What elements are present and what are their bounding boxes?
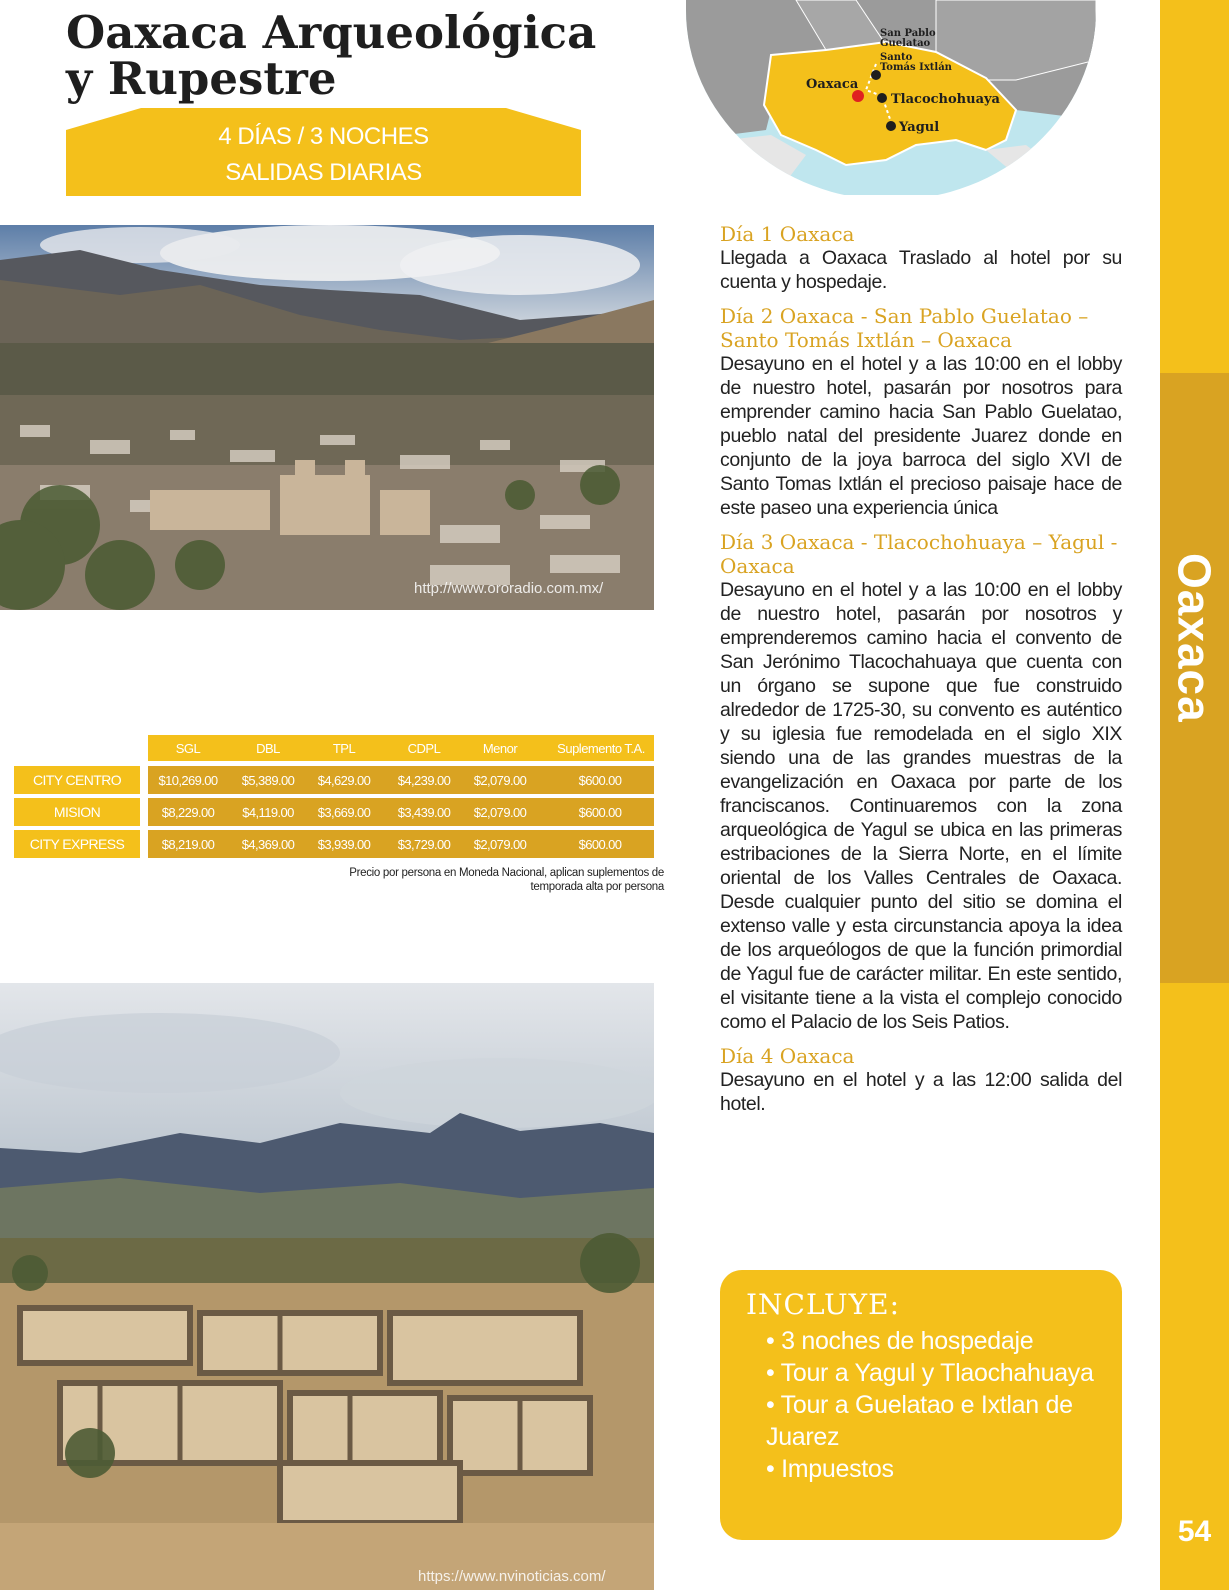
includes-title: INCLUYE: xyxy=(746,1288,901,1321)
day-3-title: Día 3 Oaxaca - Tlacochohuaya – Yagul - Oaxaca xyxy=(720,530,1118,578)
row-label-city-centro: CITY CENTRO xyxy=(14,766,140,794)
price-cell: $2,079.00 xyxy=(473,805,527,820)
day-4 xyxy=(720,1044,1122,1116)
photo-credit-bottom: https://www.nvinoticias.com/ xyxy=(418,1568,606,1585)
price-table-header xyxy=(148,735,654,761)
title-line-1: Oaxaca Arqueológica xyxy=(66,6,597,59)
price-cell: $4,239.00 xyxy=(397,773,451,788)
col-header-cdpl: CDPL xyxy=(407,741,441,756)
yagul-ruins-photo xyxy=(0,983,654,1590)
map-label-santo-tomas-2: Tomás Ixtlán xyxy=(880,62,952,73)
price-cell: $600.00 xyxy=(578,773,622,788)
col-header-sgl: SGL xyxy=(175,741,201,756)
duration-banner xyxy=(66,108,581,196)
oaxaca-city-photo xyxy=(0,225,654,610)
price-cell: $600.00 xyxy=(578,805,622,820)
table-row xyxy=(148,798,654,826)
row-label-city-express: CITY EXPRESS xyxy=(14,830,140,858)
includes-item: • Impuestos xyxy=(766,1455,894,1483)
price-cell: $3,729.00 xyxy=(397,837,451,852)
price-cell: $8,229.00 xyxy=(161,805,215,820)
day-3-text: Desayuno en el hotel y a las 10:00 en el lobby de nuestro hotel, pasarán por nosotros y emprenderemos camino hacia el convento de San Jerónimo Tlacochahuaya que cuenta con un órgano se supone que fue construido alrededor de 1725-30, su convento es auténtico y su iglesia fue remodelada en el siglo XIX siendo una de las grandes muestras de la evangelización en Oaxaca por parte de los franciscanos. Continuaremos con la zona arqueológica de Yagul se ubica en las primeras estribaciones de la Sierra Norte, en el límite oriental de los Valles Centrales de Oaxaca. Desde cualquier punto del sitio se domina el extenso valle y esta circunstancia apoya la idea de los arqueólogos de que la función primordial de Yagul fue de carácter militar. En este sentido, el visitante tiene a la vista el complejo conocido como el Palacio de los Seis Patios. xyxy=(720,579,1122,1033)
includes-box xyxy=(720,1270,1122,1540)
price-cell: $2,079.00 xyxy=(473,773,527,788)
page-number: 54 xyxy=(1177,1515,1212,1548)
price-cell: $3,939.00 xyxy=(317,837,371,852)
price-note-line-1: Precio por persona en Moneda Nacional, aplican suplementos de xyxy=(349,867,664,879)
map-label-oaxaca: Oaxaca xyxy=(806,77,859,92)
day-1-text: Llegada a Oaxaca Traslado al hotel por su cuenta y hospedaje. xyxy=(720,247,1122,293)
price-cell: $3,669.00 xyxy=(317,805,371,820)
price-cell: $5,389.00 xyxy=(241,773,295,788)
row-label-mision: MISION xyxy=(14,798,140,826)
banner-departures: SALIDAS DIARIAS xyxy=(225,159,422,186)
banner-duration: 4 DÍAS / 3 NOCHES xyxy=(218,123,429,150)
day-1 xyxy=(720,222,1122,294)
day-4-title: Día 4 Oaxaca xyxy=(720,1044,855,1068)
map-label-san-pablo-2: Guelatao xyxy=(880,38,931,49)
price-cell: $600.00 xyxy=(578,837,622,852)
side-label-text: Oaxaca xyxy=(1168,553,1221,723)
side-label xyxy=(1160,373,1229,983)
photo-credit-top: http://www.ororadio.com.mx/ xyxy=(414,580,604,597)
route-map xyxy=(686,0,1096,195)
table-row xyxy=(148,766,654,794)
price-cell: $4,119.00 xyxy=(242,805,294,820)
title-line-2: y Rupestre xyxy=(66,52,337,105)
day-2 xyxy=(720,304,1122,520)
col-header-tpl: TPL xyxy=(332,741,356,756)
map-label-santo-tomas-1: Santo xyxy=(880,52,913,63)
col-header-menor: Menor xyxy=(482,741,518,756)
map-label-yagul: Yagul xyxy=(899,120,940,135)
price-cell: $8,219.00 xyxy=(161,837,215,852)
col-header-suplemento: Suplemento T.A. xyxy=(557,741,645,756)
col-header-dbl: DBL xyxy=(256,741,280,756)
day-3 xyxy=(720,530,1122,1034)
day-1-title: Día 1 Oaxaca xyxy=(720,222,855,246)
map-label-tlacochohuaya: Tlacochohuaya xyxy=(891,92,1000,107)
day-2-text: Desayuno en el hotel y a las 10:00 en el lobby de nuestro hotel, pasarán por nosotros para emprender camino hacia San Pablo Guelatao, pueblo natal del presidente Juarez donde en conjunto de la joya barroca del siglo XVI de Santo Tomas Ixtlán el precioso paisaje hace de este paseo una experiencia única xyxy=(720,353,1122,519)
marker-tlacochohuaya xyxy=(877,93,887,103)
price-cell: $3,439.00 xyxy=(397,805,451,820)
price-cell: $4,369.00 xyxy=(241,837,295,852)
page-title xyxy=(66,6,626,105)
table-row xyxy=(148,830,654,858)
itinerary xyxy=(720,222,1122,1126)
price-cell: $4,629.00 xyxy=(317,773,371,788)
price-cell: $2,079.00 xyxy=(473,837,527,852)
includes-item: • 3 noches de hospedaje xyxy=(766,1327,1034,1355)
marker-yagul xyxy=(886,121,896,131)
price-note xyxy=(264,866,664,894)
price-note-line-2: temporada alta por persona xyxy=(530,881,664,893)
day-4-text: Desayuno en el hotel y a las 12:00 salida del hotel. xyxy=(720,1069,1122,1115)
includes-item: • Tour a Guelatao e Ixtlan de Juarez xyxy=(766,1391,1073,1451)
day-2-title: Día 2 Oaxaca - San Pablo Guelatao – Santo Tomás Ixtlán – Oaxaca xyxy=(720,304,1089,352)
includes-item: • Tour a Yagul y Tlaochahuaya xyxy=(766,1359,1094,1387)
map-label-san-pablo-1: San Pablo xyxy=(880,28,936,39)
price-cell: $10,269.00 xyxy=(158,773,218,788)
